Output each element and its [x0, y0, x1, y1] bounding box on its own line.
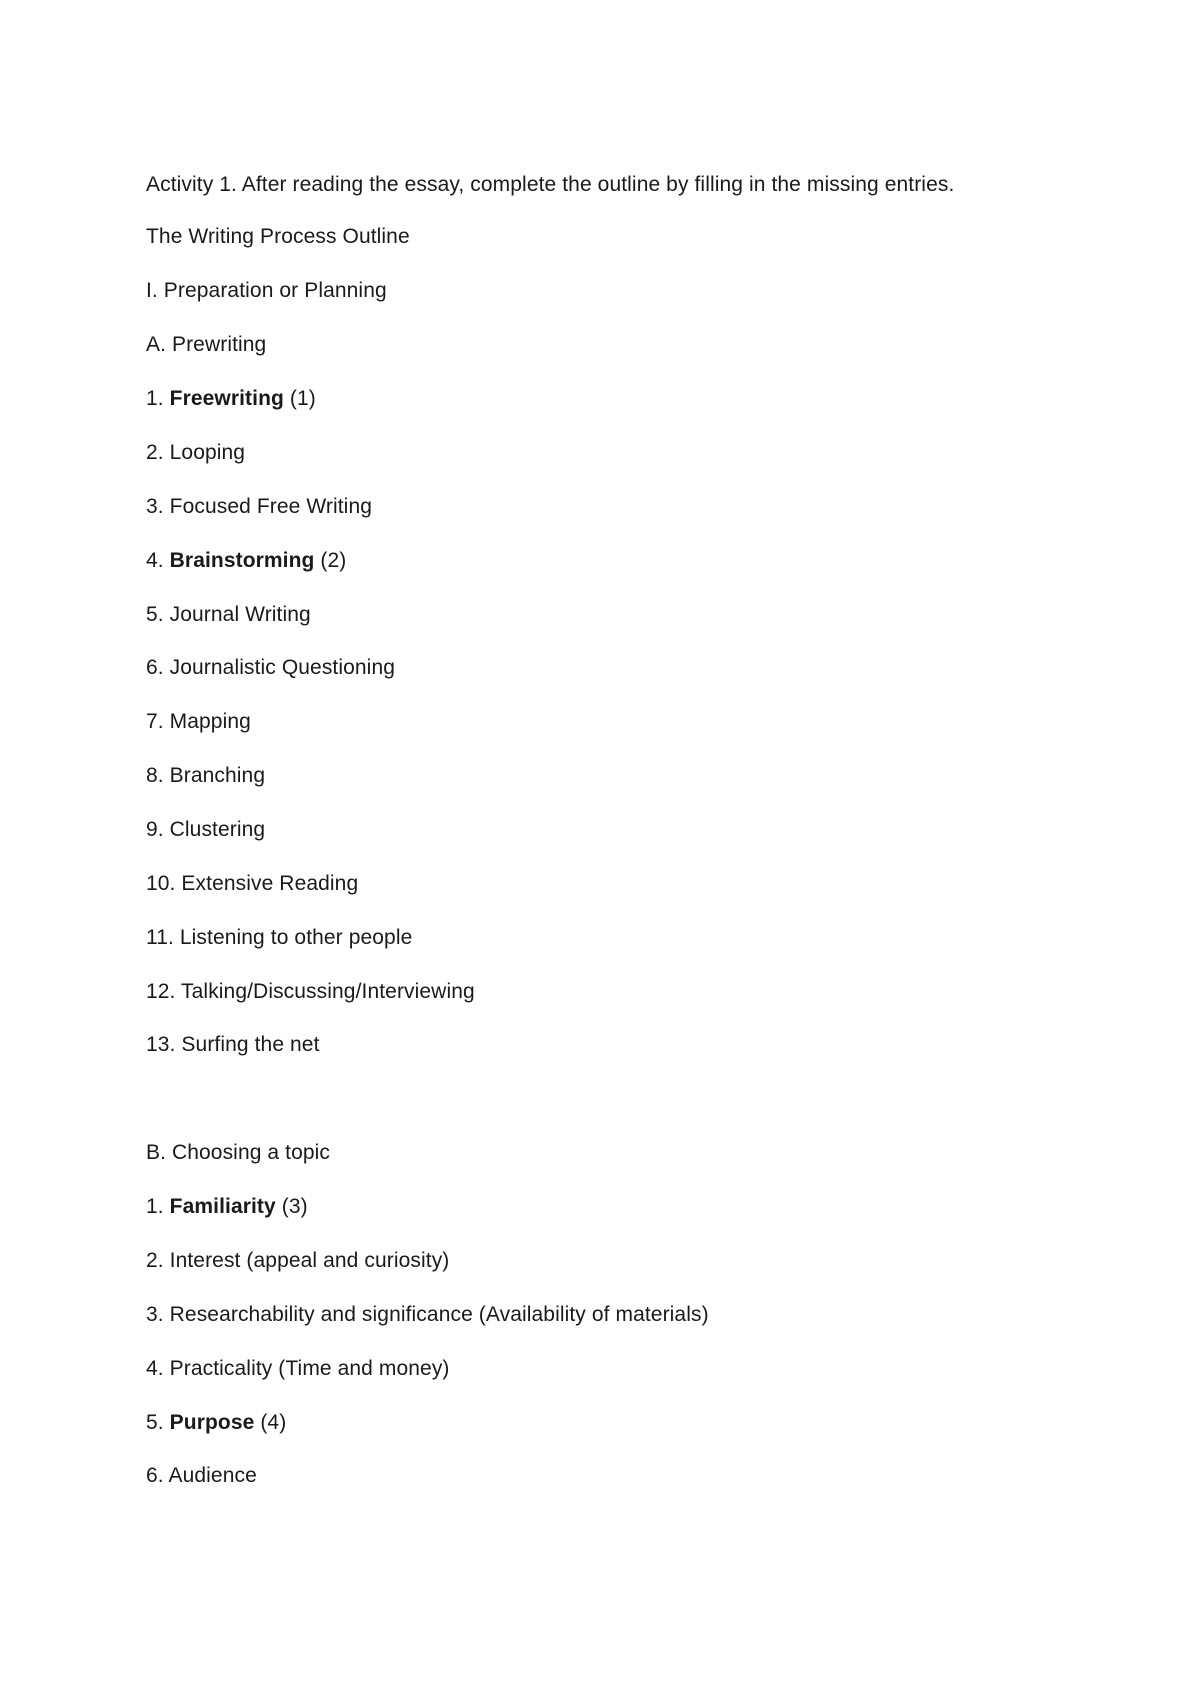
section-heading-preparation: I. Preparation or Planning [146, 279, 387, 302]
outline-item: 9. Clustering [146, 818, 266, 841]
outline-item: 7. Mapping [146, 710, 251, 733]
outline-item: 4. Practicality (Time and money) [146, 1357, 450, 1380]
outline-item: 6. Journalistic Questioning [146, 656, 395, 679]
filled-entry: Familiarity [169, 1195, 276, 1218]
outline-item: 1. Freewriting (1) [146, 387, 316, 410]
outline-item: 6. Audience [146, 1464, 257, 1487]
outline-item: 4. Brainstorming (2) [146, 549, 347, 572]
outline-item: 2. Looping [146, 441, 246, 464]
outline-item: 3. Researchability and significance (Availability of materials) [146, 1303, 709, 1326]
activity-instruction: Activity 1. After reading the essay, complete the outline by filling in the missing entries. [146, 173, 955, 196]
outline-item: 3. Focused Free Writing [146, 495, 372, 518]
outline-item: 10. Extensive Reading [146, 872, 359, 895]
outline-title: The Writing Process Outline [146, 225, 410, 248]
outline-item: 5. Journal Writing [146, 603, 311, 626]
filled-entry: Brainstorming [169, 549, 315, 572]
subsection-heading-prewriting: A. Prewriting [146, 333, 267, 356]
outline-item: 5. Purpose (4) [146, 1411, 287, 1434]
outline-item: 11. Listening to other people [146, 926, 413, 949]
outline-item: 13. Surfing the net [146, 1033, 320, 1056]
outline-item: 8. Branching [146, 764, 266, 787]
outline-item: 12. Talking/Discussing/Interviewing [146, 980, 475, 1003]
filled-entry: Purpose [169, 1411, 255, 1434]
outline-item: 2. Interest (appeal and curiosity) [146, 1249, 450, 1272]
subsection-heading-choosing-topic: B. Choosing a topic [146, 1141, 331, 1164]
filled-entry: Freewriting [169, 387, 284, 410]
outline-item: 1. Familiarity (3) [146, 1195, 308, 1218]
